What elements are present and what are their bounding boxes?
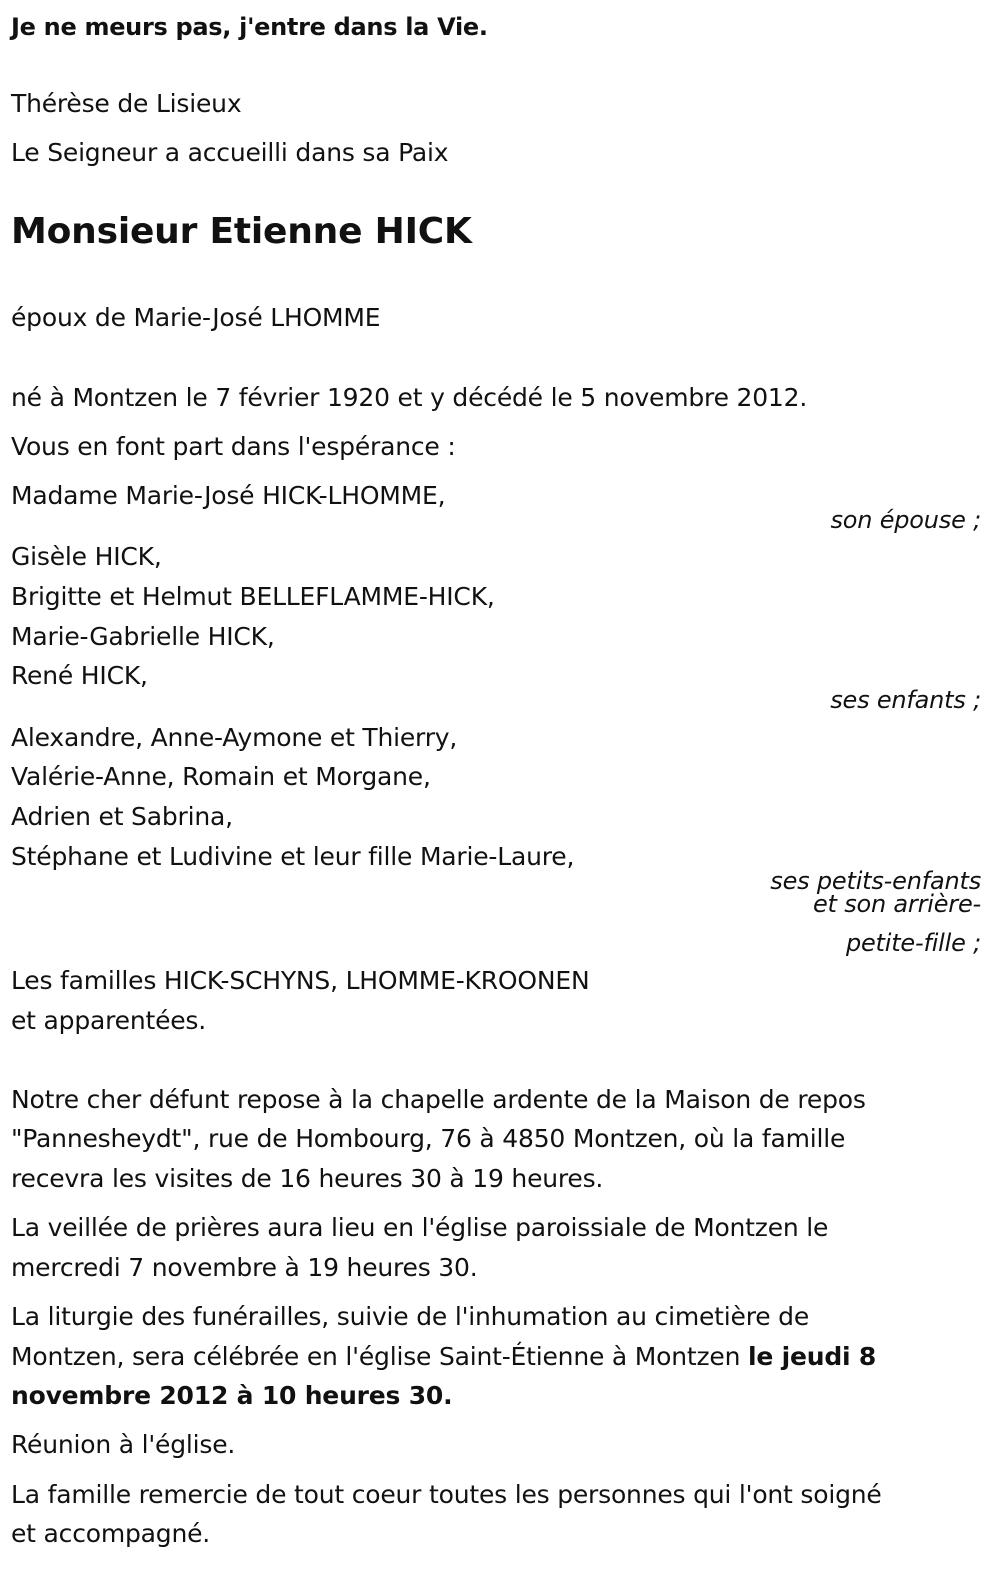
grandchildren-line: Alexandre, Anne-Aymone et Thierry, bbox=[11, 723, 458, 752]
funeral-paragraph-line bbox=[11, 1342, 876, 1372]
great-grandchild-relation: et son arrière- bbox=[812, 890, 981, 918]
child-name: René HICK, bbox=[11, 661, 148, 690]
spouse-relation: son épouse ; bbox=[830, 506, 981, 534]
child-name: Marie-Gabrielle HICK, bbox=[11, 622, 275, 651]
vigil-paragraph-line: mercredi 7 novembre à 19 heures 30. bbox=[11, 1253, 478, 1282]
announcement-intro: Vous en font part dans l'espérance : bbox=[11, 432, 456, 461]
child-name: Brigitte et Helmut BELLEFLAMME-HICK, bbox=[11, 582, 495, 611]
vigil-paragraph-line: La veillée de prières aura lieu en l'église paroissiale de Montzen le bbox=[11, 1213, 829, 1242]
children-relation: ses enfants ; bbox=[830, 686, 981, 714]
grandchildren-line: Stéphane et Ludivine et leur fille Marie-Laure, bbox=[11, 842, 575, 871]
rest-paragraph-line: recevra les visites de 16 heures 30 à 19 heures. bbox=[11, 1164, 604, 1193]
grandchildren-line: Adrien et Sabrina, bbox=[11, 802, 233, 831]
deceased-name: Monsieur Etienne HICK bbox=[11, 211, 472, 252]
spouse-name: Madame Marie-José HICK-LHOMME, bbox=[11, 481, 446, 510]
thanks-line: La famille remercie de tout coeur toutes les personnes qui l'ont soigné bbox=[11, 1480, 882, 1509]
child-name: Gisèle HICK, bbox=[11, 542, 162, 571]
opening-quote: Je ne meurs pas, j'entre dans la Vie. bbox=[11, 13, 488, 41]
grandchildren-relation: ses petits-enfants bbox=[770, 867, 981, 895]
funeral-text: Montzen, sera célébrée en l'église Saint-Étienne à Montzen bbox=[11, 1342, 748, 1371]
meeting-line: Réunion à l'église. bbox=[11, 1430, 236, 1459]
spouse-line: époux de Marie-José LHOMME bbox=[11, 303, 381, 332]
funeral-date-bold: novembre 2012 à 10 heures 30. bbox=[11, 1381, 453, 1410]
great-grandchild-relation-cont: petite-fille ; bbox=[845, 929, 981, 957]
thanks-line: et accompagné. bbox=[11, 1519, 211, 1548]
intro-line: Le Seigneur a accueilli dans sa Paix bbox=[11, 138, 449, 167]
rest-paragraph-line: "Pannesheydt", rue de Hombourg, 76 à 4850 Montzen, où la famille bbox=[11, 1124, 846, 1153]
funeral-paragraph-line: La liturgie des funérailles, suivie de l'inhumation au cimetière de bbox=[11, 1302, 810, 1331]
birth-death-line: né à Montzen le 7 février 1920 et y décédé le 5 novembre 2012. bbox=[11, 383, 808, 412]
families-line: et apparentées. bbox=[11, 1006, 206, 1035]
rest-paragraph-line: Notre cher défunt repose à la chapelle ardente de la Maison de repos bbox=[11, 1085, 866, 1114]
families-line: Les familles HICK-SCHYNS, LHOMME-KROONEN bbox=[11, 966, 590, 995]
grandchildren-line: Valérie-Anne, Romain et Morgane, bbox=[11, 762, 431, 791]
funeral-date-bold: le jeudi 8 bbox=[747, 1342, 877, 1371]
quote-author: Thérèse de Lisieux bbox=[11, 89, 242, 118]
